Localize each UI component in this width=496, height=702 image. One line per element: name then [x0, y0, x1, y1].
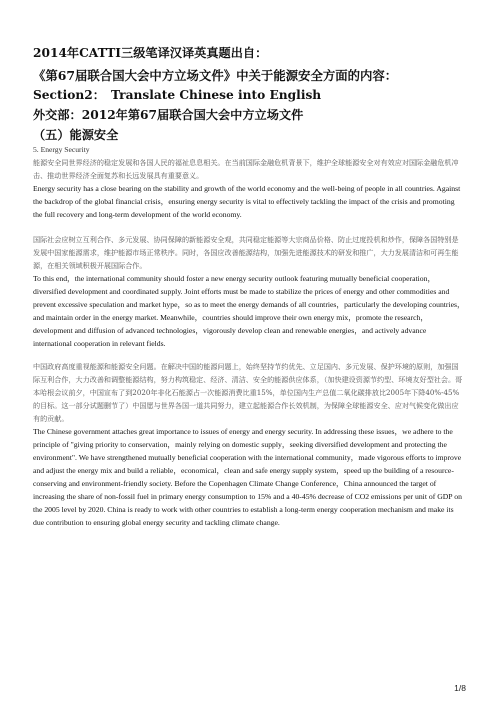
paragraph-3-english: The Chinese government attaches great importance to issues of energy and energy security. In addressing these issues，we adhere to the principle of "giving priority to conservation，mainly relying on domestic supply，seeking diversified development and protecting the environment". We have strengthened mutually beneficial cooperation with the international community，made vigorous efforts to improve and adjust the energy mix and build a reliable，economical，clean and safe energy supply system，speed up the building of a resource-conserving and environment-friendly society. Before the Copenhagen Climate Change Conference，China announced the target of increasing the share of non-fossil fuel in primary energy consumption to 15% and a 40-45% decrease of CO2 emissions per unit of GDP on the 2005 level by 2020. China is ready to work with other countries to establish a long-term energy cooperation mechanism and make its due contribution to ensuring global energy security and tackling climate change.	[33, 427, 462, 527]
section-body	[33, 144, 465, 529]
heading-ministry: 外交部：2012年第67届联合国大会中方立场文件	[33, 108, 304, 122]
heading-exam-title: 2014年CATTI三级笔译汉译英真题出自：	[33, 46, 268, 60]
paragraph-2-chinese: 国际社会应树立互利合作、多元发展、协同保障的新能源安全观，共同稳定能源等大宗商品价格、防止过度投机和炒作，保障各国特别是发展中国家能源需求，维护能源市场正常秩序。同时，各国应改善能源结构，加强先进能源技术的研发和推广，大力发展清洁和可再生能源，在相关领域积极开展国际合作。	[33, 235, 459, 270]
paragraph-2-english: To this end，the international community should foster a new energy security outlook featuring mutually beneficial cooperation，diversified development and coordinated supply. Joint efforts must be made to stabilize the prices of energy and other commodities and prevent excessive speculation and market hype，so as to meet the energy demands of all countries，particularly the developing countries，and maintain order in the energy market. Meanwhile，countries should improve their own energy mix，promote the research，development and diffusion of advanced technologies，vigorously develop clean and renewable energies，and actively advance international cooperation in relevant fields.	[33, 274, 465, 348]
heading-section: Section2： Translate Chinese into English	[33, 88, 322, 102]
paragraph-1-chinese: 能源安全同世界经济的稳定发展和各国人民的福祉息息相关。在当前国际金融危机背景下，维护全球能源安全对有效应对国际金融危机冲击、推动世界经济全面复苏和长远发展具有重要意义。	[33, 158, 459, 180]
page-number: 1/8	[454, 683, 466, 693]
paragraph-3-chinese: 中国政府高度重视能源和能源安全问题。在解决中国的能源问题上，始终坚持节约优先、立足国内、多元发展、保护环境的原则，加强国际互利合作，大力改善和调整能源结构，努力构筑稳定、经济、清洁、安全的能源供应体系，（加快建设资源节约型、环境友好型社会。哥本哈根会议前夕，中国宣布了到2020年非化石能源占一次能源消费比重15%，单位国内生产总值二氧化碳排放比2005年下降40%-45%的目标。这一部分试题删节了）中国愿与世界各国一道共同努力，建立起能源合作长效机制，为保障全球能源安全、应对气候变化做出应有的贡献。	[33, 362, 463, 423]
paragraph-1-english: Energy security has a close bearing on the stability and growth of the world economy and the well-being of people in all countries. Against the backdrop of the global financial crisis，ensuring energy security is vital to effectively tackling the impact of the crisis and promoting the full recovery and long-term development of the world economy.	[33, 184, 461, 219]
heading-block	[33, 44, 465, 144]
heading-topic: （五）能源安全	[33, 128, 119, 142]
heading-source: 《第67届联合国大会中方立场文件》中关于能源安全方面的内容：	[33, 68, 398, 83]
section-title: 5. Energy Security	[33, 145, 90, 154]
